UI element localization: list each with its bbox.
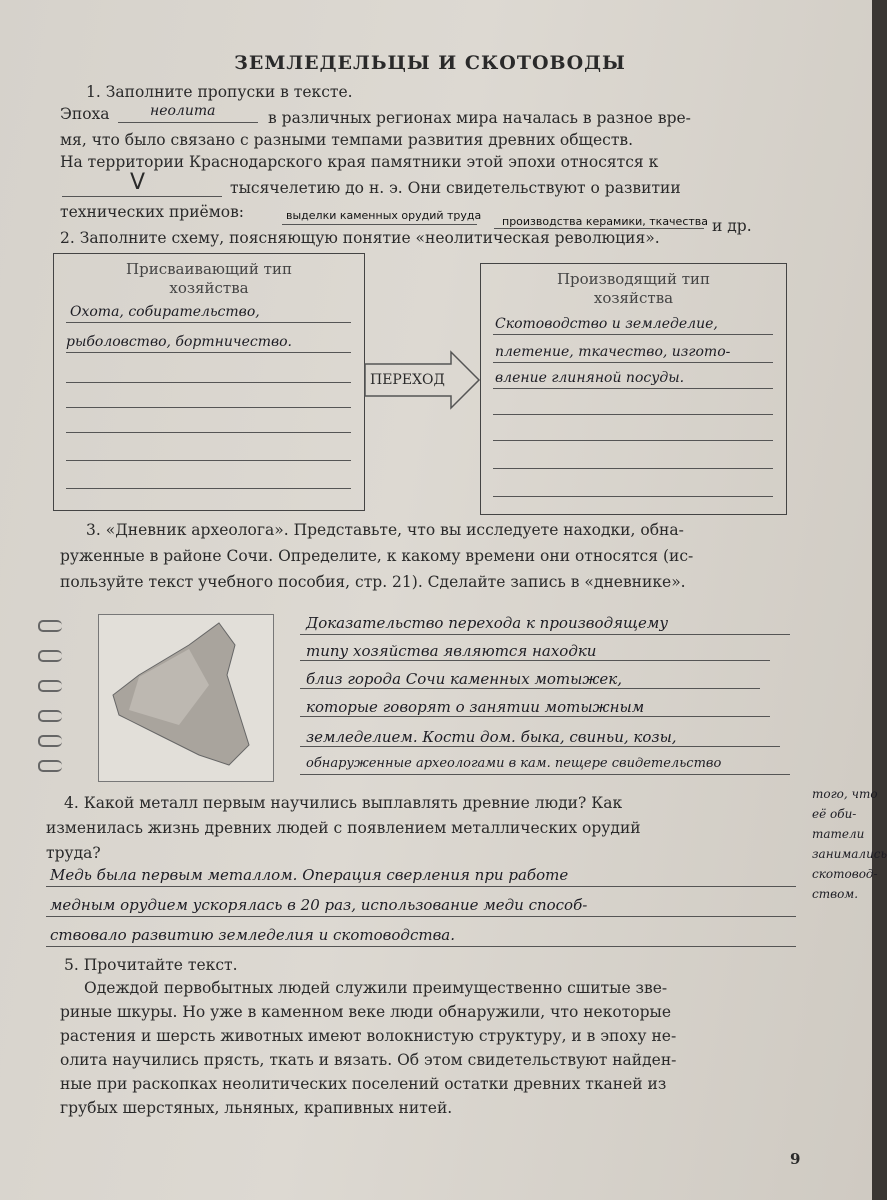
left-box xyxy=(53,253,365,511)
diary-answer-line[interactable]: обнаруженные археологами в кам. пещере свидетельство xyxy=(306,756,722,771)
q4-answer-line[interactable]: Медь была первым металлом. Операция сверления при работе xyxy=(50,866,569,884)
margin-note-line: ством. xyxy=(812,887,859,901)
margin-note-line: татели xyxy=(812,827,865,841)
page-title: ЗЕМЛЕДЕЛЬЦЫ И СКОТОВОДЫ xyxy=(234,52,626,74)
task5-heading: 5. Прочитайте текст. xyxy=(64,956,238,974)
diary-answer-line[interactable]: которые говорят о занятии мотыжным xyxy=(306,698,645,716)
transition-label: ПЕРЕХОД xyxy=(370,372,445,388)
margin-note-line: того, что xyxy=(812,787,878,801)
task1-text: технических приёмов: xyxy=(60,203,245,221)
margin-note-line: её оби- xyxy=(812,807,857,821)
task3-text: пользуйте текст учебного пособия, стр. 21). Сделайте запись в «дневнике». xyxy=(60,573,686,591)
task1-text: Эпоха xyxy=(60,105,110,123)
left-answer-line[interactable]: рыболовство, бортничество. xyxy=(66,334,293,350)
answer-tech1[interactable]: выделки каменных орудий труда xyxy=(286,209,482,222)
spiral-ring-icon xyxy=(38,760,62,772)
task1-text: в различных регионах мира началась в разное вре- xyxy=(268,109,691,127)
passage-line: риные шкуры. Но уже в каменном веке люди обнаружили, что некоторые xyxy=(60,1003,672,1021)
passage-line: грубых шерстяных, льняных, крапивных нитей. xyxy=(60,1099,453,1117)
diary-answer-line[interactable]: земледелием. Кости дом. быка, свиньи, козы, xyxy=(306,728,677,746)
spiral-ring-icon xyxy=(38,620,62,632)
task3-text: 3. «Дневник археолога». Представьте, что вы исследуете находки, обна- xyxy=(86,521,684,539)
spiral-ring-icon xyxy=(38,710,62,722)
right-box-title: Производящий тип хозяйства xyxy=(556,270,711,307)
passage-line: Одеждой первобытных людей служили преимущественно сшитые зве- xyxy=(84,979,668,997)
margin-note-line: занимались xyxy=(812,847,887,861)
task1-text: мя, что было связано с разными темпами развития древних обществ. xyxy=(60,131,634,149)
left-box-title: Присваивающий тип хозяйства xyxy=(126,260,292,297)
answer-millennium[interactable]: V xyxy=(130,170,146,195)
stone-tool-illustration xyxy=(99,615,273,781)
left-answer-line[interactable]: Охота, собирательство, xyxy=(70,304,260,320)
diary-answer-line[interactable]: Доказательство перехода к производящему xyxy=(306,614,669,632)
diary-answer-line[interactable]: типу хозяйства являются находки xyxy=(306,642,597,660)
q4-answer-line[interactable]: медным орудием ускорялась в 20 раз, использование меди способ- xyxy=(50,896,588,914)
spiral-ring-icon xyxy=(38,680,62,692)
diary-answer-line[interactable]: близ города Сочи каменных мотыжек, xyxy=(306,670,623,688)
right-answer-line[interactable]: вление глиняной посуды. xyxy=(495,370,685,386)
task1-text: тысячелетию до н. э. Они свидетельствуют о развитии xyxy=(230,179,681,197)
margin-note[interactable] xyxy=(812,784,887,904)
stone-tool-image xyxy=(98,614,274,782)
margin-note-line: скотовод- xyxy=(812,867,878,881)
right-box xyxy=(480,263,787,515)
task5-passage xyxy=(60,976,810,1120)
task4-text: 4. Какой металл первым научились выплавлять древние люди? Как xyxy=(64,794,623,812)
task2-heading: 2. Заполните схему, поясняющую понятие «неолитическая революция». xyxy=(60,229,660,247)
right-answer-line[interactable]: плетение, ткачество, изгото- xyxy=(495,344,731,360)
task3-text: руженные в районе Сочи. Определите, к какому времени они относятся (ис- xyxy=(60,547,694,565)
task1-heading: 1. Заполните пропуски в тексте. xyxy=(86,83,353,101)
right-answer-line[interactable]: Скотоводство и земледелие, xyxy=(495,316,718,332)
page-number: 9 xyxy=(790,1150,801,1168)
answer-epoch[interactable]: неолита xyxy=(150,103,216,119)
answer-tech2[interactable]: производства керамики, ткачества xyxy=(502,215,709,228)
task1-text: и др. xyxy=(712,217,752,235)
passage-line: ные при раскопках неолитических поселений остатки древних тканей из xyxy=(60,1075,667,1093)
spiral-ring-icon xyxy=(38,650,62,662)
q4-answer-line[interactable]: ствовало развитию земледелия и скотоводства. xyxy=(50,926,456,944)
passage-line: растения и шерсть животных имеют волокнистую структуру, и в эпоху не- xyxy=(60,1027,677,1045)
spiral-ring-icon xyxy=(38,735,62,747)
task4-text: изменилась жизнь древних людей с появлением металлических орудий xyxy=(46,819,641,837)
task4-text: труда? xyxy=(46,844,101,862)
task1-text: На территории Краснодарского края памятники этой эпохи относятся к xyxy=(60,153,659,171)
passage-line: олита научились прясть, ткать и вязать. Об этом свидетельствуют найден- xyxy=(60,1051,677,1069)
